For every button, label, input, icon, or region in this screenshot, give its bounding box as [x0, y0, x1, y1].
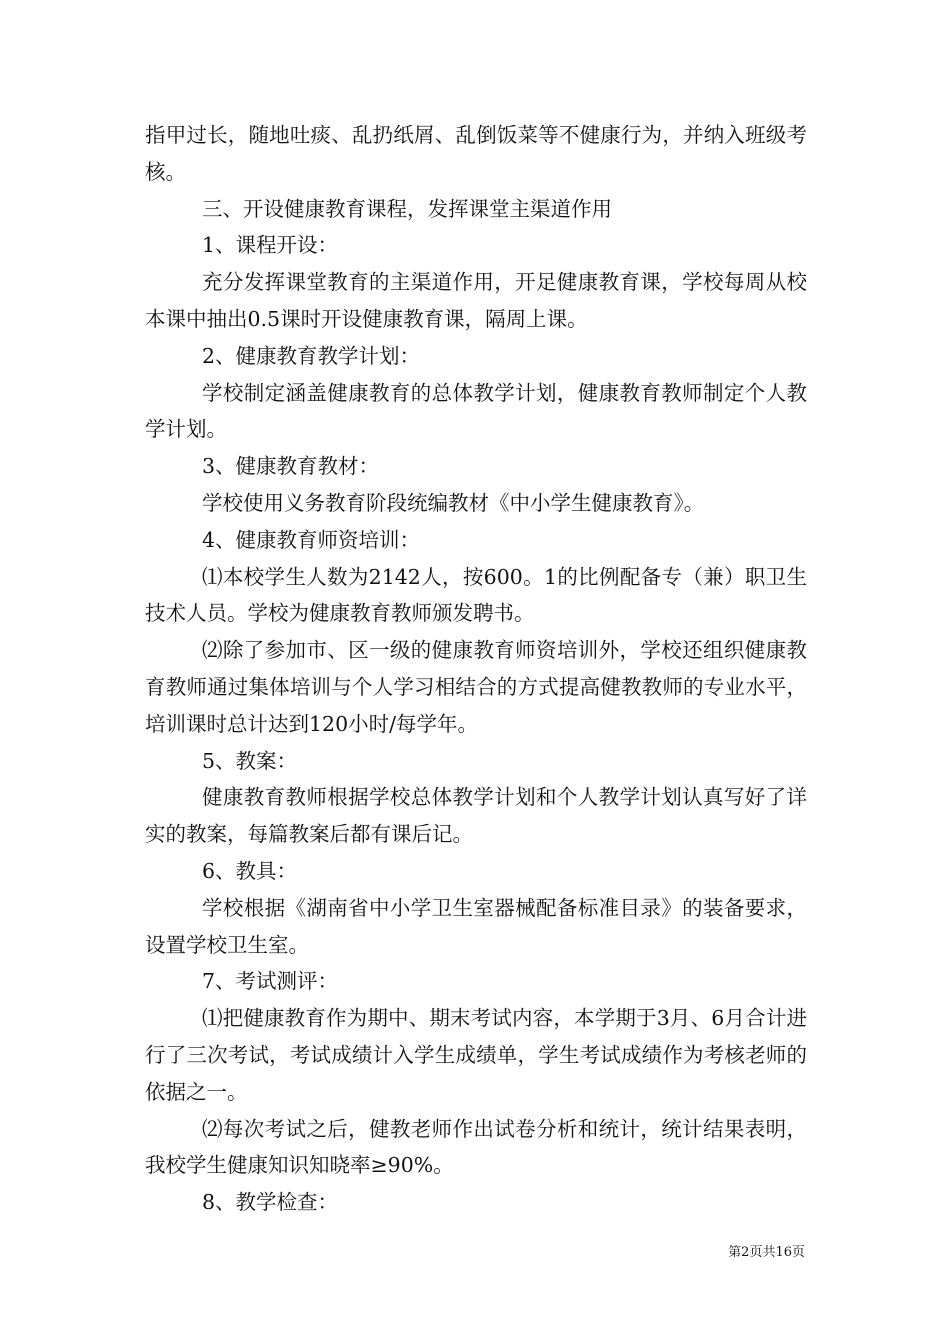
subheading: 1、课程开设： — [202, 233, 339, 258]
paragraph: ⑵除了参加市、区一级的健康教育师资培训外，学校还组织健康教育教师通过集体培训与个人学习相结合的方式提高健教教师的专业水平，培训课时总计达到120小时/每学年。 — [145, 638, 807, 736]
paragraph: 学校根据《湖南省中小学卫生室器械配备标准目录》的装备要求，设置学校卫生室。 — [145, 895, 807, 957]
section-heading: 三、开设健康教育课程，发挥课堂主渠道作用 — [202, 196, 612, 221]
paragraph: 充分发挥课堂教育的主渠道作用，开足健康教育课，学校每周从校本课中抽出0.5课时开设健康教育课，隔周上课。 — [145, 270, 807, 331]
paragraph: 学校制定涵盖健康教育的总体教学计划，健康教育教师制定个人教学计划。 — [145, 380, 807, 442]
paragraph: ⑴本校学生人数为2142人，按600。1的比例配备专（兼）职卫生技术人员。学校为健康教育教师颁发聘书。 — [145, 564, 807, 626]
subheading: 3、健康教育教材： — [202, 454, 380, 479]
subheading: 5、教案： — [202, 748, 298, 773]
subheading: 2、健康教育教学计划： — [202, 343, 421, 368]
page-number: 第2页共16页 — [728, 1245, 805, 1260]
paragraph: 健康教育教师根据学校总体教学计划和个人教学计划认真写好了详实的教案，每篇教案后都有课后记。 — [145, 785, 807, 847]
subheading: 7、考试测评： — [202, 969, 339, 994]
paragraph: 学校使用义务教育阶段统编教材《中小学生健康教育》。 — [202, 490, 705, 515]
subheading: 4、健康教育师资培训： — [202, 527, 421, 552]
subheading: 8、教学检查： — [202, 1190, 339, 1215]
subheading: 6、教具： — [202, 858, 298, 883]
paragraph-continuation: 指甲过长，随地吐痰、乱扔纸屑、乱倒饭菜等不健康行为，并纳入班级考核。 — [145, 123, 807, 184]
paragraph: ⑵每次考试之后，健教老师作出试卷分析和统计，统计结果表明，我校学生健康知识知晓率≥90%。 — [145, 1116, 807, 1178]
paragraph: ⑴把健康教育作为期中、期末考试内容，本学期于3月、6月合计进行了三次考试，考试成绩计入学生成绩单，学生考试成绩作为考核老师的依据之一。 — [145, 1006, 807, 1104]
document-body — [145, 117, 807, 1221]
